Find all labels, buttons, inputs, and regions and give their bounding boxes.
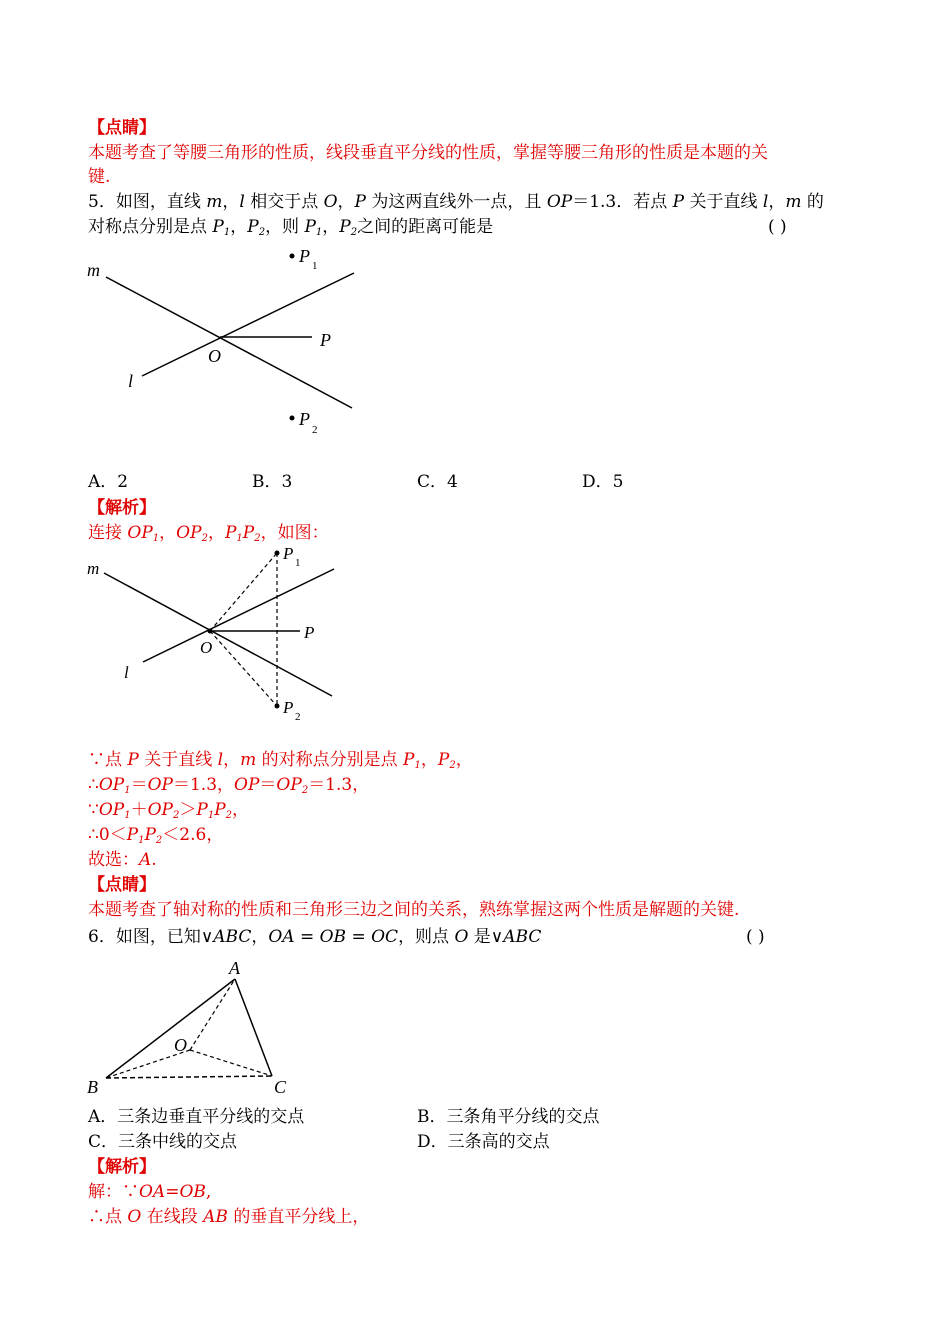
- q6-stem: 6．如图，已知∨ABC，OA = OB = OC，则点 O 是∨ABC: [88, 927, 542, 947]
- label-P: P: [320, 330, 331, 350]
- dashed-OP2: [210, 631, 277, 706]
- label-P1: P: [299, 246, 310, 266]
- q5-stem-line1: 5．如图，直线 m，l 相交于点 O，P 为这两直线外一点，且 OP＝1.3．若点 P 关于直线 l，m 的: [88, 192, 824, 212]
- label-O: O: [200, 638, 213, 657]
- label-O: O: [174, 1035, 187, 1055]
- q5-solution-step1: ∵点 P 关于直线 l，m 的对称点分别是点 $P_1$，$P_2$，: [88, 750, 473, 771]
- q6-option-a: A．三条边垂直平分线的交点: [88, 1107, 305, 1127]
- point-P2: [290, 416, 295, 421]
- dianjing-text-line1: 本题考查了等腰三角形的性质，线段垂直平分线的性质，掌握等腰三角形的性质是本题的关: [88, 143, 768, 163]
- q5-solution-step2: $\therefore OP_1=OP=1.3$，$OP=OP_2=1.3$，: [88, 775, 370, 796]
- q5-solution-step3: $\because OP_1+OP_2>P_1P_2$，: [88, 800, 250, 821]
- q5-figure: [80, 240, 380, 450]
- q5-note-text: 本题考查了轴对称的性质和三角形三边之间的关系，熟练掌握这两个性质是解题的关键.: [88, 900, 740, 920]
- segment-OA: [190, 979, 235, 1050]
- point-P1: [275, 551, 280, 556]
- q6-answer-paren: ( ): [746, 927, 765, 947]
- label-P2: P: [283, 698, 294, 717]
- label-P1-sub: 1: [295, 557, 301, 569]
- label-P1-sub: 1: [312, 260, 318, 272]
- line-l: [142, 273, 354, 376]
- q5-solution-header: 【解析】: [88, 498, 156, 518]
- label-l: l: [128, 371, 134, 391]
- q5-solution-figure: [80, 545, 360, 725]
- point-O: [208, 629, 213, 634]
- line-l: [143, 569, 334, 662]
- q5-option-a: A．2: [88, 472, 129, 492]
- point-P1: [290, 254, 295, 259]
- line-m: [104, 573, 332, 696]
- dashed-OP1: [210, 553, 277, 631]
- line-m: [106, 277, 352, 408]
- q5-option-c: C．4: [417, 472, 458, 492]
- q5-stem-line2: 对称点分别是点 $P_1$，$P_2$，则 $P_1$，$P_2$之间的距离可能是: [88, 217, 494, 238]
- side-BC: [106, 1076, 272, 1078]
- section-header-dianjing: 【点睛】: [88, 118, 156, 138]
- side-AC: [235, 979, 272, 1076]
- segment-OC: [190, 1050, 272, 1076]
- q6-option-b: B．三条角平分线的交点: [417, 1107, 600, 1127]
- q5-note-header: 【点睛】: [88, 875, 156, 895]
- q6-option-d: D．三条高的交点: [417, 1132, 550, 1152]
- q6-solution-line2: ∴点 O 在线段 AB 的垂直平分线上，: [88, 1207, 370, 1227]
- q5-solution-choose: 故选：A.: [88, 850, 157, 870]
- q5-solution-step4: $\therefore 0<P_1P_2<2.6$，: [88, 825, 224, 846]
- q6-solution-header: 【解析】: [88, 1157, 156, 1177]
- label-P: P: [304, 623, 315, 642]
- q6-option-c: C．三条中线的交点: [88, 1132, 238, 1152]
- label-O: O: [208, 346, 221, 366]
- point-P2: [275, 704, 280, 709]
- label-P2: P: [299, 409, 310, 429]
- q5-answer-paren: ( ): [768, 217, 787, 237]
- label-m: m: [87, 260, 100, 280]
- label-A: A: [229, 958, 240, 978]
- dianjing-text-line2: 键.: [88, 167, 111, 187]
- q5-option-b: B．3: [252, 472, 293, 492]
- q5-solution-connect: 连接 $OP_1$，$OP_2$，$P_1P_2$，如图：: [88, 523, 329, 544]
- side-AB: [106, 979, 235, 1078]
- label-P1: P: [283, 544, 294, 563]
- label-m: m: [87, 559, 100, 578]
- label-C: C: [274, 1077, 287, 1097]
- label-B: B: [87, 1077, 98, 1097]
- label-P2-sub: 2: [295, 711, 301, 723]
- label-P2-sub: 2: [312, 424, 318, 436]
- q6-figure: [82, 955, 312, 1100]
- label-l: l: [124, 663, 129, 682]
- q6-solution-line1: 解：∵OA=OB,: [88, 1182, 212, 1202]
- q5-option-d: D．5: [582, 472, 624, 492]
